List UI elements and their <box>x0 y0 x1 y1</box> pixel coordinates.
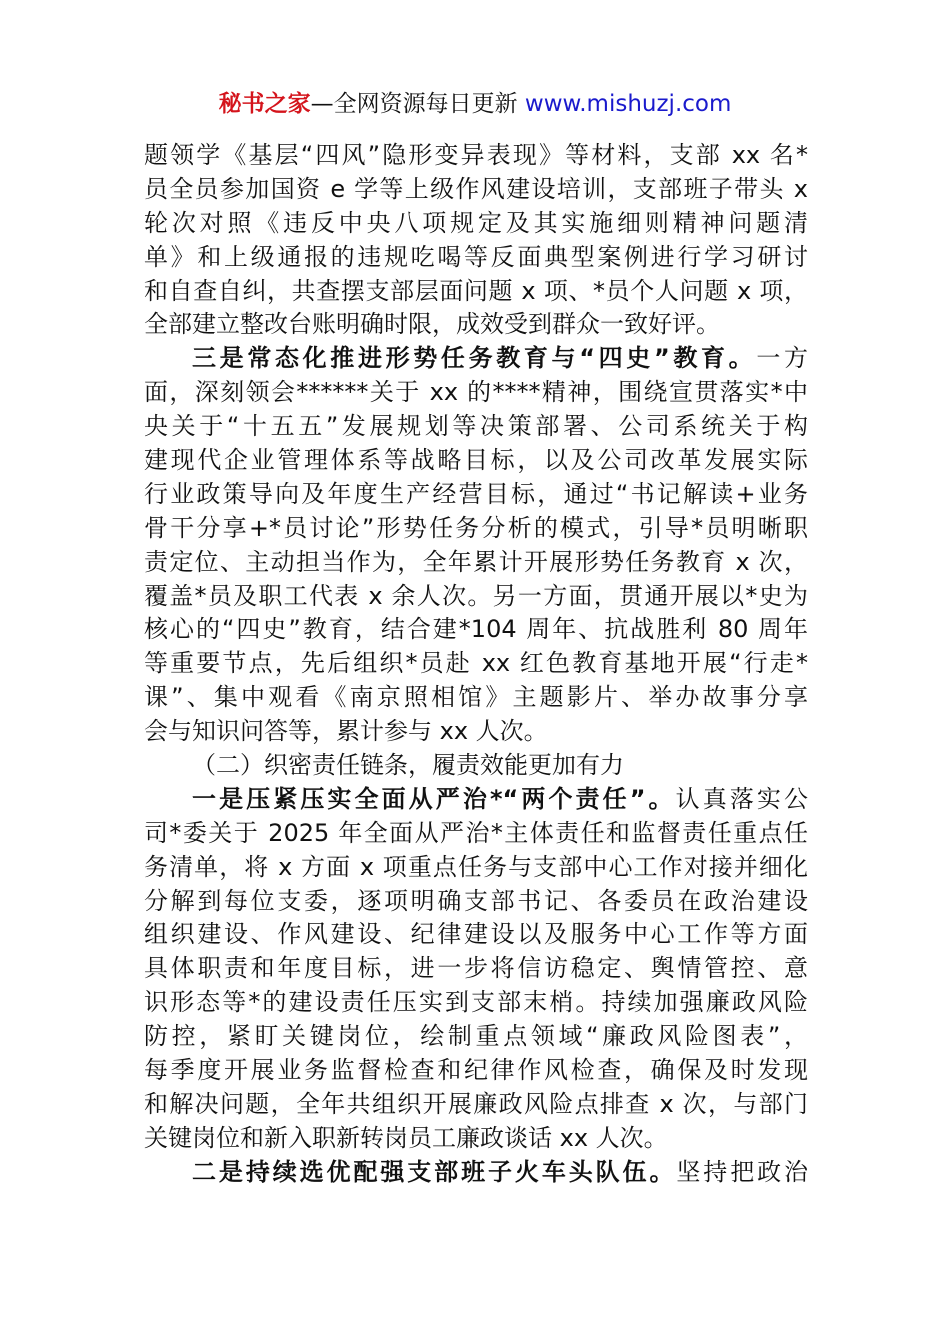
text-line <box>144 1122 808 1156</box>
text-line <box>144 342 808 376</box>
text-line <box>144 376 808 410</box>
text-run: 课”、集中观看《南京照相馆》主题影片、举办故事分享 <box>144 683 808 712</box>
site-tagline: —全网资源每日更新 <box>310 91 525 117</box>
text-run: 组织建设、作风建设、纪律建设以及服务中心工作等方面 <box>144 920 808 949</box>
bold-heading: 一是压紧压实全面从严治*“两个责任”。 <box>192 784 676 813</box>
text-line <box>144 851 808 885</box>
text-run: 识形态等*的建设责任压实到支部末梢。持续加强廉政风险 <box>144 988 808 1017</box>
text-run: 司*委关于 2025 年全面从严治*主体责任和监督责任重点任 <box>144 818 808 847</box>
site-header <box>0 88 950 120</box>
text-run: 关键岗位和新入职新转岗员工廉政谈话 xx 人次。 <box>144 1123 668 1152</box>
site-brand: 秘书之家 <box>218 91 311 117</box>
text-run: （二）织密责任链条，履责效能更加有力 <box>192 751 624 780</box>
text-run: 一方 <box>756 344 808 373</box>
text-line <box>144 681 808 715</box>
text-run: 责定位、主动担当作为，全年累计开展形势任务教育 x 次， <box>144 547 808 576</box>
text-line <box>144 613 808 647</box>
text-line <box>144 783 808 817</box>
text-line <box>144 173 808 207</box>
text-run: 骨干分享+*员讨论”形势任务分析的模式，引导*员明晰职 <box>144 513 808 542</box>
text-run: 员全员参加国资 e 学等上级作风建设培训，支部班子带头 x <box>144 174 808 203</box>
text-run: 认真落实公 <box>675 784 808 813</box>
document-body <box>144 139 808 1190</box>
text-run: 单》和上级通报的违规吃喝等反面典型案例进行学习研讨 <box>144 242 808 271</box>
text-run: 全部建立整改台账明确时限，成效受到群众一致好评。 <box>144 310 720 339</box>
text-line <box>144 207 808 241</box>
text-run: 等重要节点，先后组织*员赴 xx 红色教育基地开展“行走* <box>144 649 808 678</box>
text-run: 核心的“四史”教育，结合建*104 周年、抗战胜利 80 周年 <box>144 615 808 644</box>
text-line <box>144 1156 808 1190</box>
text-line <box>144 580 808 614</box>
text-line <box>144 885 808 919</box>
text-run: 具体职责和年度目标，进一步将信访稳定、舆情管控、意 <box>144 954 808 983</box>
site-url[interactable]: www.mishuzj.com <box>524 91 732 117</box>
text-run: 轮次对照《违反中央八项规定及其实施细则精神问题清 <box>144 208 808 237</box>
text-line <box>144 918 808 952</box>
text-run: 每季度开展业务监督检查和纪律作风检查，确保及时发现 <box>144 1056 808 1085</box>
text-run: 务清单，将 x 方面 x 项重点任务与支部中心工作对接并细化 <box>144 852 808 881</box>
text-line <box>144 749 808 783</box>
text-line <box>144 410 808 444</box>
text-line <box>144 1020 808 1054</box>
bold-heading: 三是常态化推进形势任务教育与“四史”教育。 <box>192 344 757 373</box>
text-run: 题领学《基层“四风”隐形变异表现》等材料，支部 xx 名* <box>144 141 808 169</box>
text-line <box>144 1054 808 1088</box>
text-run: 坚持把政治 <box>676 1157 808 1186</box>
text-line <box>144 1088 808 1122</box>
text-run: 央关于“十五五”发展规划等决策部署、公司系统关于构 <box>144 412 808 441</box>
text-run: 防控，紧盯关键岗位，绘制重点领域“廉政风险图表”， <box>144 1022 808 1051</box>
text-line <box>144 478 808 512</box>
text-line <box>144 546 808 580</box>
text-line <box>144 444 808 478</box>
text-run: 会与知识问答等，累计参与 xx 人次。 <box>144 717 548 746</box>
text-run: 覆盖*员及职工代表 x 余人次。另一方面，贯通开展以*史为 <box>144 581 808 610</box>
text-run: 行业政策导向及年度生产经营目标，通过“书记解读+业务 <box>144 479 808 508</box>
text-run: 和自查自纠，共查摆支部层面问题 x 项、*员个人问题 x 项， <box>144 276 808 305</box>
text-line <box>144 986 808 1020</box>
text-run: 分解到每位支委，逐项明确支部书记、各委员在政治建设 <box>144 886 808 915</box>
text-run: 面，深刻领会******关于 xx 的****精神，围绕宣贯落实*中 <box>144 378 808 407</box>
text-line <box>144 275 808 309</box>
text-line <box>144 817 808 851</box>
text-line <box>144 139 808 173</box>
text-line <box>144 308 808 342</box>
text-run: 建现代企业管理体系等战略目标，以及公司改革发展实际 <box>144 446 808 475</box>
text-run: 和解决问题，全年共组织开展廉政风险点排查 x 次，与部门 <box>144 1089 808 1118</box>
text-line <box>144 952 808 986</box>
text-line <box>144 512 808 546</box>
text-line <box>144 241 808 275</box>
text-line <box>144 715 808 749</box>
bold-heading: 二是持续选优配强支部班子火车头队伍。 <box>192 1157 677 1186</box>
text-line <box>144 647 808 681</box>
